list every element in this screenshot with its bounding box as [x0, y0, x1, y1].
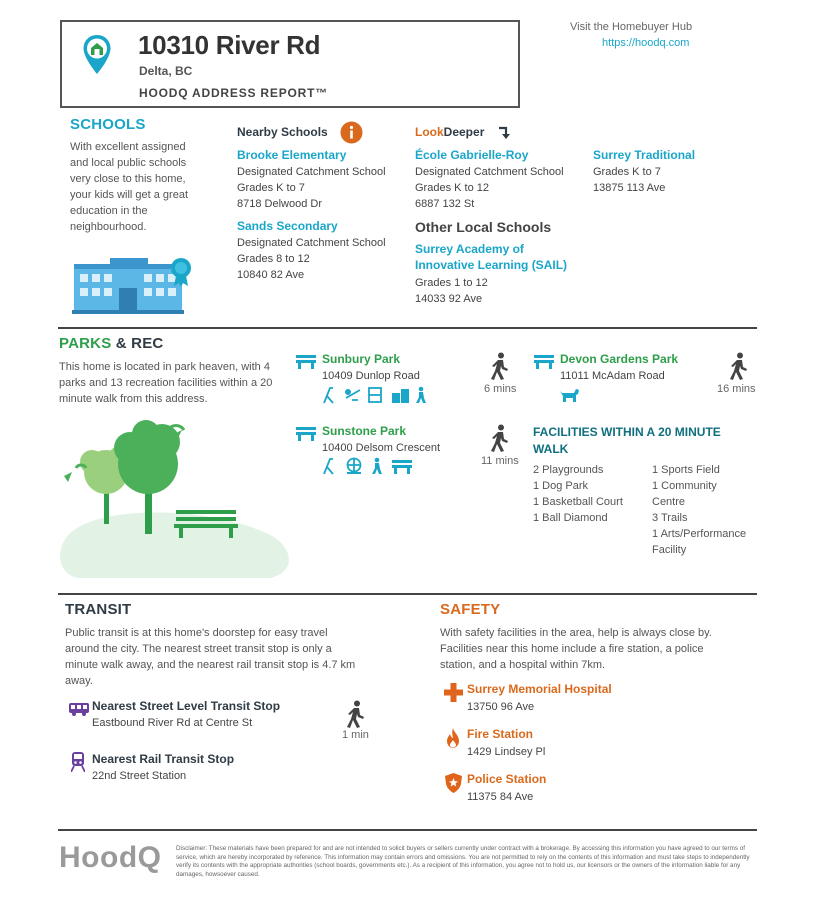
address-title: 10310 River Rd — [138, 30, 321, 60]
info-icon[interactable] — [340, 121, 363, 144]
park-sunbury-address: 10409 Dunlop Road — [322, 370, 420, 382]
school-surrey-academy-sail: Surrey Academy of Innovative Learning (SAIL) Grades 1 to 12 14033 92 Ave — [415, 242, 568, 305]
park-bench-icon — [296, 426, 316, 441]
city-label: Delta, BC — [139, 64, 193, 78]
park-sunstone-name: Sunstone Park — [322, 424, 407, 438]
sunstone-facility-icons — [322, 457, 414, 475]
walking-person-icon — [729, 352, 749, 380]
park-bench-icon — [534, 354, 554, 369]
fire-flame-icon — [446, 728, 460, 748]
safety-hospital-name: Surrey Memorial Hospital — [467, 682, 612, 696]
section-divider — [58, 593, 757, 595]
park-sunbury-walk-time: 6 mins — [484, 383, 517, 395]
walking-person-icon — [490, 424, 510, 452]
park-devon-gardens-address: 11011 McAdam Road — [560, 370, 665, 382]
school-sands-secondary: Sands Secondary Designated Catchment School Grades 8 to 12 10840 82 Ave — [237, 219, 386, 281]
disclaimer-text: Disclaimer: These materials have been prepared for and are not intended to solicit buyers or sellers currently under contract with a brokerage. By accessing this information you have agreed to our terms of service, which are hereby incorporated by reference. This information may contain errors and omissions. You are not permitted to rely on the contents of this information and must take steps to independently verify its contents with the appropriate authorities (school boards, governments etc.). As a recipient of this information, you agree not to hold us, our licensors or the owners of the information liable for any damages, howsoever caused. — [176, 845, 750, 878]
school-ecole-gabrielle-roy: École Gabrielle-Roy Designated Catchment School Grades K to 12 6887 132 St — [415, 148, 564, 210]
walking-person-icon — [346, 700, 366, 728]
safety-police-station-address: 11375 84 Ave — [467, 791, 534, 803]
police-badge-icon — [445, 773, 462, 793]
facilities-list-left: 2 Playgrounds 1 Dog Park 1 Basketball Court 1 Ball Diamond — [533, 464, 623, 524]
footer-divider — [58, 829, 757, 831]
dog-park-icon — [560, 387, 580, 403]
park-sunstone-walk-time: 11 mins — [481, 455, 519, 467]
safety-fire-station-address: 1429 Lindsey Pl — [467, 746, 546, 758]
facilities-list-right: 1 Sports Field 1 Community Centre 3 Trails 1 Arts/Performance Facility — [652, 464, 747, 556]
homebuyer-hub-link[interactable]: https://hoodq.com — [602, 37, 690, 49]
safety-police-station-name: Police Station — [467, 772, 547, 786]
hoodq-logo: HoodQ — [59, 841, 162, 874]
nearest-rail-stop-title: Nearest Rail Transit Stop — [92, 752, 235, 766]
park-devon-gardens-name: Devon Gardens Park — [560, 352, 679, 366]
train-icon — [71, 752, 85, 772]
park-trees-bench-illustration — [58, 420, 298, 580]
schools-description: With excellent assigned and local public schools very close to this home, your kids will get a great education in the neighbourhood. — [70, 141, 188, 233]
nearest-street-stop-walk-time: 1 min — [342, 729, 369, 741]
safety-fire-station-name: Fire Station — [467, 727, 534, 741]
parks-description: This home is located in park heaven, with 4 parks and 13 recreation facilities within a 20 minute walk from this address. — [59, 361, 273, 405]
transit-description: Public transit is at this home's doorstep for easy travel around the city. The nearest street transit stop is only a minute walk away, and the nearest rail transit stop is 4.7 km away. — [65, 627, 356, 687]
homebuyer-hub-text: Visit the Homebuyer Hub — [570, 21, 693, 33]
park-sunstone-address: 10400 Delsom Crescent — [322, 442, 441, 454]
bus-icon — [69, 703, 89, 716]
transit-section-title: TRANSIT — [65, 601, 132, 618]
nearest-street-stop-title: Nearest Street Level Transit Stop — [92, 699, 281, 713]
other-local-schools-title: Other Local Schools — [415, 219, 552, 235]
safety-hospital-address: 13750 96 Ave — [467, 701, 535, 713]
report-title: HOODQ ADDRESS REPORT™ — [139, 86, 329, 100]
safety-description: With safety facilities in the area, help is always close by. Facilities near this home include a fire station, a police station, and a hospital within 7km. — [440, 627, 712, 671]
section-divider — [58, 327, 757, 329]
arrow-down-right-icon — [497, 126, 511, 141]
walking-person-icon — [490, 352, 510, 380]
park-sunbury-name: Sunbury Park — [322, 352, 401, 366]
nearby-schools-title: Nearby Schools — [237, 125, 328, 139]
look-deeper-link[interactable]: LookDeeper — [415, 125, 485, 139]
school-building-icon — [72, 254, 194, 314]
school-surrey-traditional: Surrey Traditional Grades K to 7 13875 113 Ave — [593, 148, 696, 194]
facilities-title: FACILITIES WITHIN A 20 MINUTE WALK — [533, 425, 721, 456]
nearest-street-stop-name: Eastbound River Rd at Centre St — [92, 717, 253, 729]
park-bench-icon — [296, 354, 316, 369]
hospital-cross-icon — [444, 683, 463, 702]
safety-section-title: SAFETY — [440, 601, 501, 618]
school-brooke-elementary: Brooke Elementary Designated Catchment School Grades K to 7 8718 Delwood Dr — [237, 148, 386, 210]
schools-section-title: SCHOOLS — [70, 116, 146, 133]
home-location-pin-icon — [82, 34, 112, 76]
parks-section-title: PARKS & REC — [59, 335, 164, 352]
nearest-rail-stop-name: 22nd Street Station — [92, 770, 187, 782]
park-devon-gardens-walk-time: 16 mins — [717, 383, 756, 395]
sunbury-facility-icons — [322, 386, 432, 404]
